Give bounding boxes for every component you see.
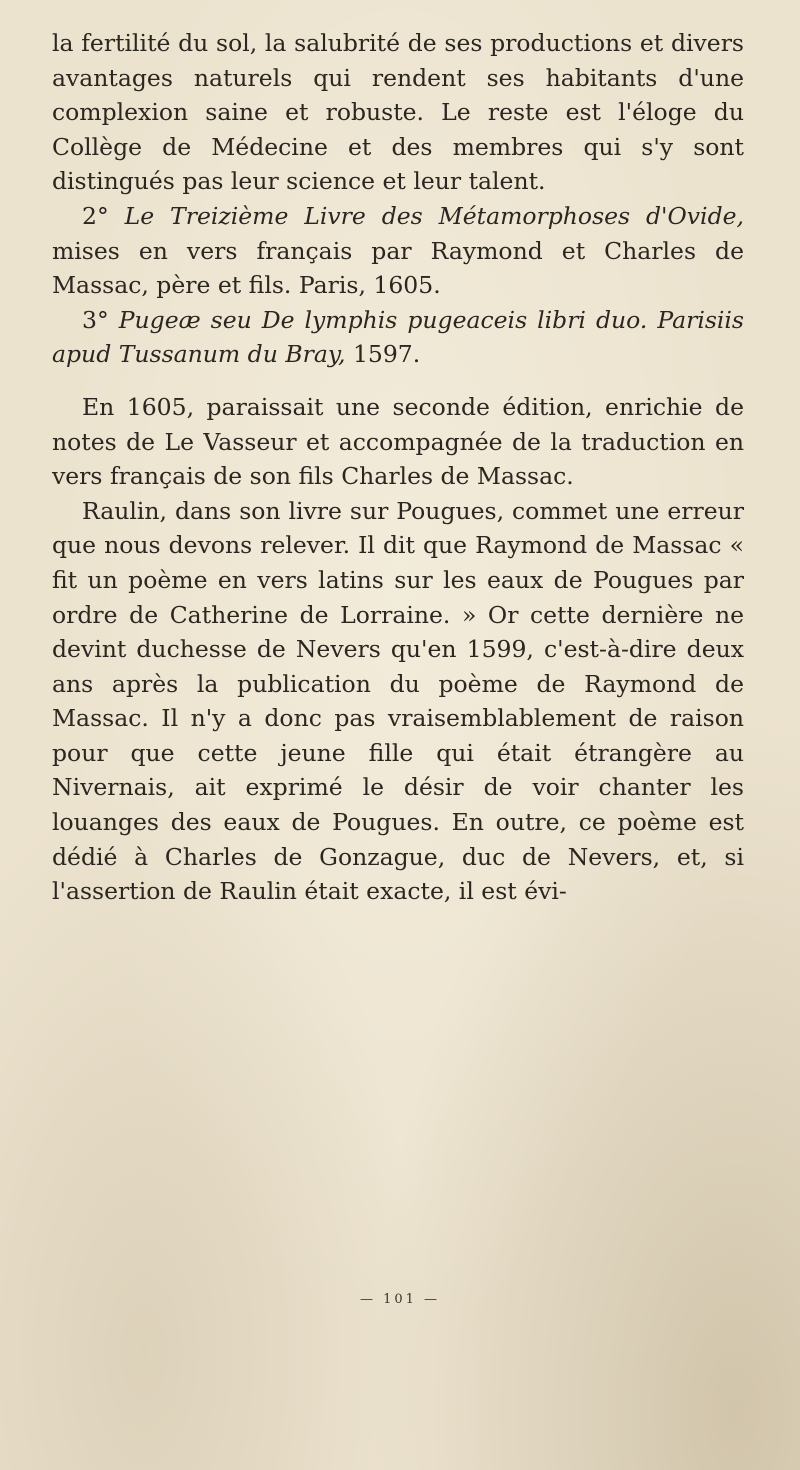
paragraph-item-3 <box>52 303 744 372</box>
paragraph-item-2 <box>52 199 744 303</box>
book-title: Pugeæ seu De lymphis pugeaceis libri duo. Parisiis apud Tussanum du Bray, <box>52 305 744 369</box>
paragraph-second-edition: En 1605, paraissait une seconde édition, enrichie de notes de Le Vasseur et accompagnée de la traduction en vers français de son fils Charles de Massac. <box>52 392 744 491</box>
book-title: Le Treizième Livre des Métamorphoses d'Ovide, <box>124 201 744 230</box>
body-text <box>52 26 744 909</box>
page-number: — 101 — <box>359 1292 441 1307</box>
item-number: 2° <box>82 201 109 230</box>
paragraph-intro-continuation: la fertilité du sol, la salubrité de ses productions et divers avantages naturels qui rendent ses habitants d'une complexion saine et robuste. Le reste est l'éloge du Collège de Médecine et des membres qui s'y sont distingués pas leur science et leur talent. <box>52 29 744 196</box>
item-number: 3° <box>82 305 109 334</box>
paragraph-raulin-error: Raulin, dans son livre sur Pougues, commet une erreur que nous devons relever. Il dit que Raymond de Massac « fit un poème en vers latins sur les eaux de Pougues par ordre de Catherine de Lorraine. » Or cette dernière ne devint duchesse de Nevers qu'en 1599, c'est-à-dire deux ans après la publication du poème de Raymond de Massac. Il n'y a donc pas vraisemblablement de raison pour que cette jeune fille qui était étrangère au Nivernais, ait exprimé le désir de voir chanter les louanges des eaux de Pougues. En outre, ce poème est dédié à Charles de Gonzague, duc de Nevers, et, si l'assertion de Raulin était exacte, il est évi- <box>52 496 744 906</box>
item-details: mises en vers français par Raymond et Charles de Massac, père et fils. Paris, 1605. <box>52 236 744 300</box>
item-details: 1597. <box>352 340 421 369</box>
